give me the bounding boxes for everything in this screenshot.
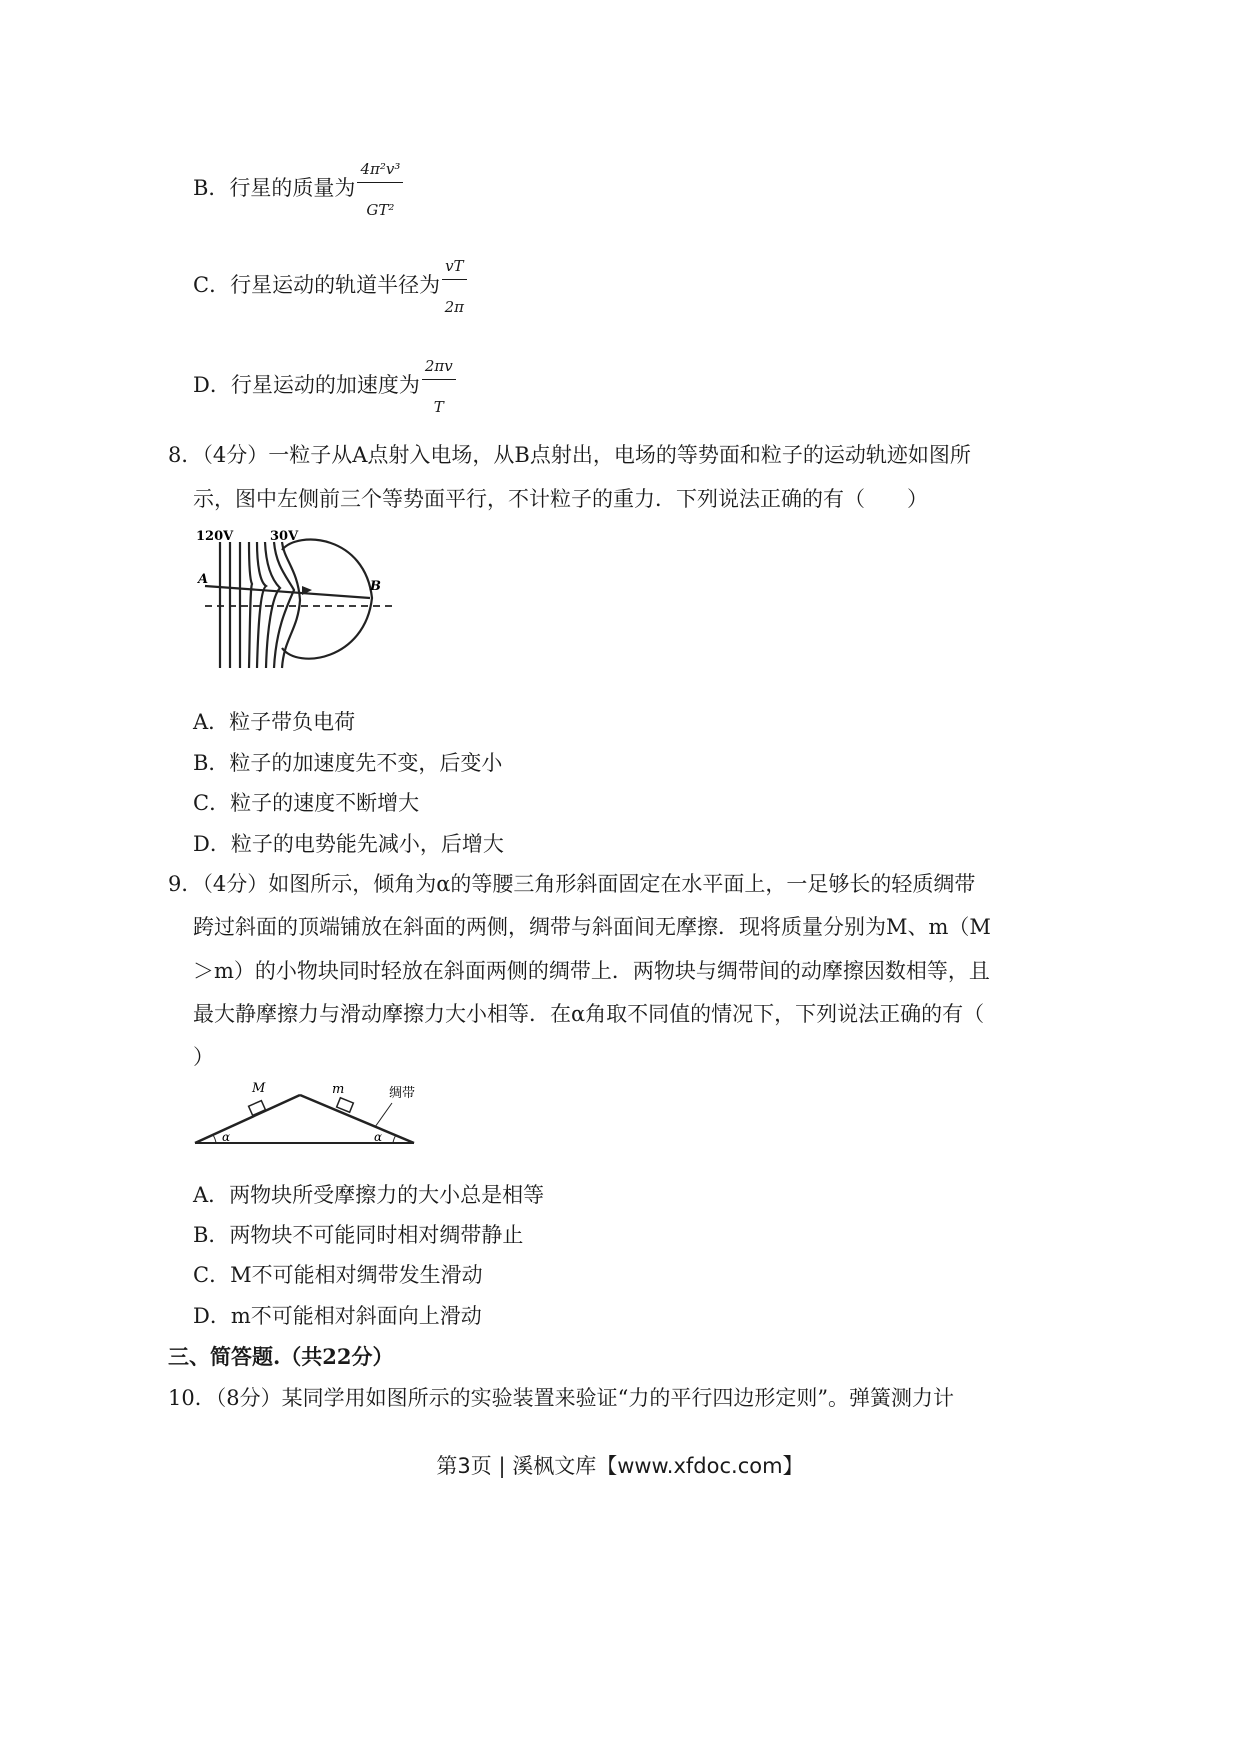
block-m-small: [337, 1098, 354, 1113]
section-title: 三、简答题.（共22分）: [168, 1344, 394, 1369]
q9-option-d: D．m不可能相对斜面向上滑动: [193, 1304, 482, 1328]
q9-stem-line3: ＞m）的小物块同时轻放在斜面两侧的绸带上．两物块与绸带间的动摩擦因数相等，且: [193, 959, 990, 983]
q8-option-d: D．粒子的电势能先减小，后增大: [193, 832, 504, 856]
label-30v: 30V: [270, 529, 299, 544]
q9-stem-line1: 9．（4分）如图所示，倾角为α的等腰三角形斜面固定在水平面上，一足够长的轻质绸带: [168, 872, 976, 896]
label-m-small: m: [332, 1082, 345, 1097]
q7-option-c: C．行星运动的轨道半径为 $\frac{vT}{2\pi}$: [193, 257, 467, 316]
label-120v: 120V: [196, 529, 234, 544]
angle-arc-right: [393, 1135, 396, 1143]
label-alpha-right: α: [374, 1130, 383, 1144]
ribbon-pointer: [375, 1103, 392, 1127]
electric-field-figure: [190, 520, 405, 675]
right-slope: [300, 1095, 414, 1143]
page-footer: 第3页 | 溪枫文库【www.xfdoc.com】: [436, 1454, 804, 1478]
q8-option-a: A．粒子带负电荷: [193, 710, 356, 734]
q7-option-b: B．行星的质量为 $\frac{\text{4π²v³}}{\text{GT²}}$: [193, 160, 403, 219]
q7-option-d: D．行星运动的加速度为 $\frac{2\pi v}{T}$: [193, 357, 456, 416]
q8-option-c: C．粒子的速度不断增大: [193, 791, 420, 815]
q9-stem-line5: ）: [193, 1045, 214, 1069]
left-slope: [195, 1095, 300, 1143]
q8-option-b: B．粒子的加速度先不变，后变小: [193, 751, 503, 775]
q10-stem-line1: 10．（8分）某同学用如图所示的实验装置来验证“力的平行四边形定则”。弹簧测力计: [168, 1386, 955, 1410]
q9-stem-line2: 跨过斜面的顶端铺放在斜面的两侧，绸带与斜面间无摩擦．现将质量分别为M、m（M: [193, 915, 991, 939]
incline-figure: [190, 1075, 420, 1155]
label-alpha-left: α: [222, 1130, 231, 1144]
angle-arc-left: [213, 1135, 216, 1143]
mass-formula: $\frac{\text{4π²v³}}{\text{GT²}}$: [357, 160, 403, 219]
q8-stem-line2: 示，图中左侧前三个等势面平行，不计粒子的重力．下列说法正确的有（ ）: [193, 487, 928, 511]
label-b: B: [370, 579, 381, 594]
equipotential-lines: [220, 540, 372, 668]
q9-option-b: B．两物块不可能同时相对绸带静止: [193, 1223, 524, 1247]
label-a: A: [198, 572, 209, 587]
radius-formula: $\frac{vT}{2\pi}$: [442, 257, 466, 316]
acceleration-formula: $\frac{2\pi v}{T}$: [422, 357, 456, 416]
q8-stem-line1: 8．（4分）一粒子从A点射入电场，从B点射出，电场的等势面和粒子的运动轨迹如图所: [168, 443, 971, 467]
q9-option-c: C．M不可能相对绸带发生滑动: [193, 1263, 483, 1287]
label-m-big: M: [252, 1081, 266, 1096]
q9-stem-line4: 最大静摩擦力与滑动摩擦力大小相等．在α角取不同值的情况下，下列说法正确的有（: [193, 1002, 985, 1026]
q9-option-a: A．两物块所受摩擦力的大小总是相等: [193, 1183, 545, 1207]
label-ribbon: 绸带: [389, 1086, 416, 1101]
